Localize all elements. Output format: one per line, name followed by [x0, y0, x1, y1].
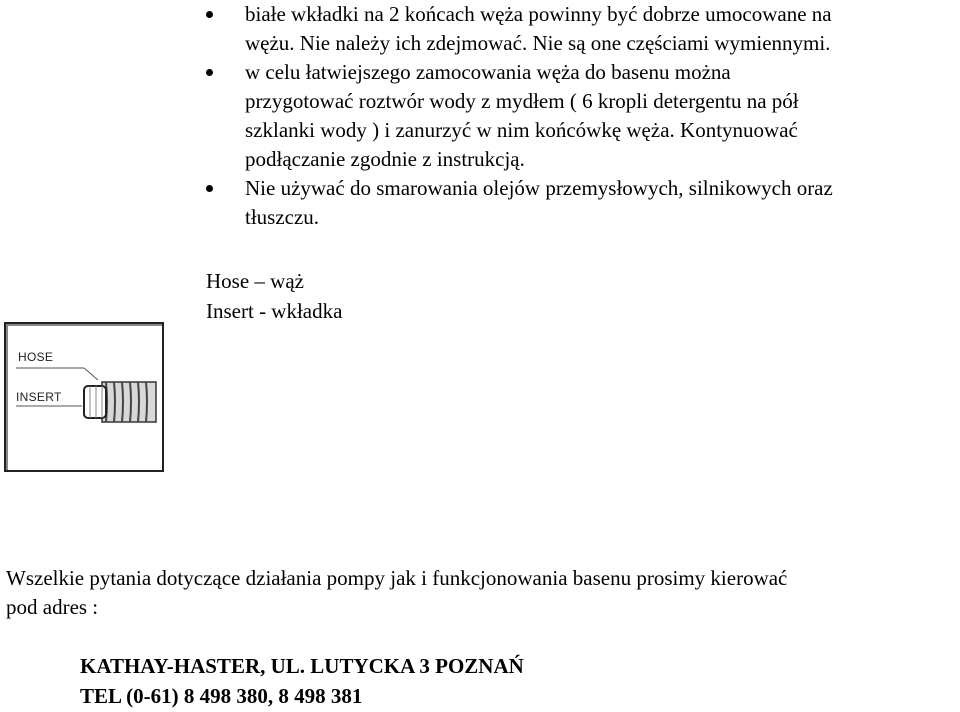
contact-question [6, 564, 956, 622]
figure-legend [206, 266, 342, 326]
legend-hose: Hose – wąż [206, 269, 304, 293]
bullet-icon [206, 185, 213, 192]
address-line: KATHAY-HASTER, UL. LUTYCKA 3 POZNAŃ [80, 654, 524, 678]
bullet-text-line: szklanki wody ) i zanurzyć w nim końcówkę węża. Kontynuować [245, 118, 798, 142]
bullet-item-soap-solution [0, 58, 960, 174]
bullet-item-lubricants [0, 174, 960, 232]
bullet-item-insert [0, 0, 960, 58]
hose-leader-line-diagonal [84, 368, 98, 380]
bullet-text-line: Nie używać do smarowania olejów przemysłowych, silnikowych oraz [245, 176, 833, 200]
phone-line: TEL (0-61) 8 498 380, 8 498 381 [80, 684, 363, 708]
bullet-text-line: podłączanie zgodnie z instrukcją. [245, 147, 525, 171]
bullet-text-line: przygotować roztwór wody z mydłem ( 6 kropli detergentu na pół [245, 89, 799, 113]
hose-insert-figure [4, 322, 164, 472]
legend-insert: Insert - wkładka [206, 299, 343, 323]
bullet-icon [206, 69, 213, 76]
bullet-text-line: tłuszczu. [245, 205, 320, 229]
question-line: pod adres : [6, 595, 99, 619]
figure-label-insert: INSERT [16, 390, 62, 404]
hose-diagram [6, 324, 162, 470]
bullet-text-line: wężu. Nie należy ich zdejmować. Nie są one częściami wymiennymi. [245, 31, 831, 55]
figure-label-hose: HOSE [18, 350, 54, 364]
contact-address [80, 651, 524, 711]
hose-body [102, 382, 156, 422]
insert-body [84, 386, 106, 418]
bullet-icon [206, 11, 213, 18]
question-line: Wszelkie pytania dotyczące działania pompy jak i funkcjonowania basenu prosimy kierować [6, 566, 788, 590]
bullet-text-line: w celu łatwiejszego zamocowania węża do basenu można [245, 60, 731, 84]
bullet-text-line: białe wkładki na 2 końcach węża powinny być dobrze umocowane na [245, 2, 832, 26]
